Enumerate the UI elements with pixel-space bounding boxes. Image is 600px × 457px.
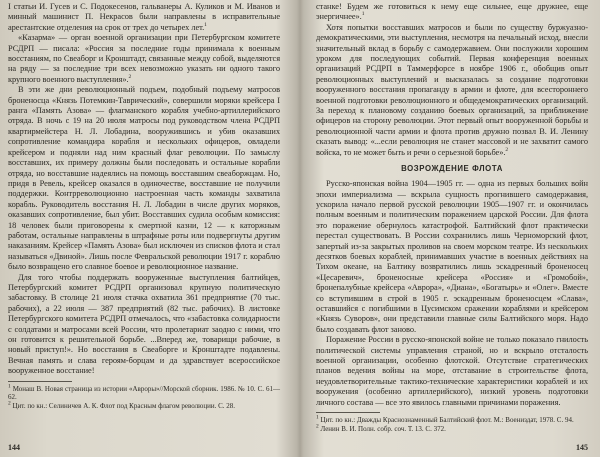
right-page-number: 145 (576, 443, 588, 452)
right-paragraph-1: станке! Будем же готовиться к нему еще сильнее, еще дружнее, еще энергичнее».$^1$ (316, 2, 588, 22)
right-footnote-2: $^2$ Ленин В. И. Полн. собр. соч. Т. 13. С. 372. (316, 423, 446, 433)
right-page (302, 0, 600, 457)
right-paragraph-4: Поражение России в русско-японской войне не только показало гнилость политической системы управления страной, но и вскрыло отсталость военной организации, особенно флотской. Отсутствие стратегических планов ведения войны на море, отставание в строительстве флота, неудовлетворительные тактико-технические характеристики кораблей и их вооружения (особенно артиллерийского), низкий уровень подготовки личного состава — все это явилось главными причинами поражения. (316, 335, 588, 407)
left-paragraph-4: Для того чтобы поддержать вооруженные выступления балтийцев, Петербургский комитет РСДРП организовал крупную политическую забастовку. В столице 21 июля стачка охватила 361 предприятие (70 тыс. рабочих), а 22 июля — 387 предприятий (82 тыс. рабочих). В листовке Петербургского комитета РСДРП отмечалось, что «забастовка солидарности с солдатами и матросами всей России, что пролетариат заодно с ними, что он готовится к решительной борьбе. ...Вперед же, товарищи рабочие, в новый приступ!». Но восстания в Свеаборге и Кронштадте подавлены. Вечная память и слава героям-борцам и да здравствует всероссийское вооруженное восстание! (8, 272, 280, 376)
left-footnote-1: $^1$ Монаш В. Новая страница из истории «Авроры»//Морской сборник. 1986. № 10. С. 61—62. (8, 383, 280, 402)
left-paragraph-1: I статьи И. Гусев и С. Подокесенов, гальванеры А. Куликов и М. Иванов и минный машинист П. Некрасов были направлены в исправительные арестантские отделения на срок от трех до четырех лет.$^1$ (8, 2, 280, 32)
footnote-divider (316, 412, 380, 413)
footnote-divider (8, 381, 72, 382)
right-text-column (316, 2, 588, 433)
left-footnote-2: $^2$ Цит. по кн.: Селиничев А. К. Флот под Красным флагом революции. С. 28. (8, 400, 236, 410)
section-heading: ВОЗРОЖДЕНИЕ ФЛОТА (401, 164, 503, 174)
right-footnote-1: $^1$ Цит. по кн.: Дважды Краснознаменный Балтийский флот. М.: Воениздат, 1978. С. 94. (316, 414, 574, 425)
left-paragraph-3: В эти же дни революционный подъем, подобный подъему матросов броненосца «Князь Потемкин-Таврический», совершили моряки крейсера I ранга «Память Азова» — флагманского корабля учебно-артиллерийского отряда. В ночь с 19 на 20 июля матросы под руководством члена РСДРП квартирмейстера Н. Л. Лобадина, вооружившись и убив оказавших сопротивление командира корабля и нескольких офицеров, овладели крейсером и подняли над ним красный флаг революции. По замыслу восставших, их примеру должны были последовать и остальные корабли отряда, но восставшие надеялись на помощь восставшим свеаборжцам. Но, придя в Ревель, крейсер оказался в одиночестве, восставшие не получили поддержки. Контрреволюционно настроенная часть команды захватила корабль. Руководитель восстания Н. Л. Лобадин в числе других моряков, оказавших сопротивление, был убит. Восставших судила особым комиссия: 18 человек были приговорены к смертной казни, 12 — к каторжным работам, остальные направлены в штрафные роты или подвергнуты другим наказаниям. Крейсер «Память Азова» был исключен из списков флота и стал называться «Двиной». Лишь после Февральской революции 1917 г. кораблю было возвращено его славное боевое и революционное название. (8, 85, 280, 272)
right-paragraph-3: Русско-японская война 1904—1905 гг. — одна из первых больших войн эпохи империализма — вскрыла сущность прогнившего самодержавия, ускорила начало первой русской революции 1905—1907 гг. и окончилась полным военным и политическим поражением царской России. Для флота это поражение обернулось катастрофой. Балтийский флот практически перестал существовать. В России сохранились лишь Черноморский флот, запертый из-за закрытых проливов на своем морском театре. Из нескольких десятков боевых кораблей, принимавших участие в военных действиях на Тихом океане, на Балтику возвратились лишь эскадренный броненосец «Цесаревич», броненосные крейсера «Россия» и «Громобой», бронепалубные крейсера «Аврора», «Диана», «Богатырь» и «Олег». Вместе со вступившим в строй в 1905 г. эскадренным броненосцем «Слава», оставшийся с погибшими в Цусимском сражении кораблями и крейсером «Князь Суворов», они представили главные силы Балтийского моря. Надо было создавать флот заново. (316, 179, 588, 334)
left-page-number: 144 (8, 443, 20, 452)
right-paragraph-2: Хотя попытки восставших матросов и были по существу буржуазно-демократическими, эти выступления, несмотря на печальный исход, внесли значительный вклад в борьбу с самодержавием. Они послужили хорошим уроком для последующих событий. Первая конференция военных организаций РСДРП в Таммерфорсе в ноябре 1906 г., обобщив опыт революционных выступлений и высказалась за создание подготовки вооруженного восстания пропаганду в армии и флоте, для всестороннего военной подготовки революционного и общедемократических организаций. За переход к плановому созданию боевых организаций, за приближение офицеров на сторону революции. Этот первый опыт вооруженной борьбы и революционной части армии и флота против дружно позвал В. И. Ленину сказать вывод: «...если революция не станет массовой и не захватит самого войска, то не может быть и речи о серьезной борьбе».$^2$ (316, 22, 588, 157)
left-paragraph-2: «Казарма» — орган военной организации при Петербургском комитете РСДРП — писала: «Россия за последние годы принимала к военным восстаниям, по Свеаборг и Кронштадт, связанные между собой, выделяются на ряду — за последние три всех невозможно указать ни одного такого крупного военного выступления».$^2$ (8, 33, 280, 84)
left-text-column (8, 2, 280, 410)
left-page (0, 0, 298, 457)
